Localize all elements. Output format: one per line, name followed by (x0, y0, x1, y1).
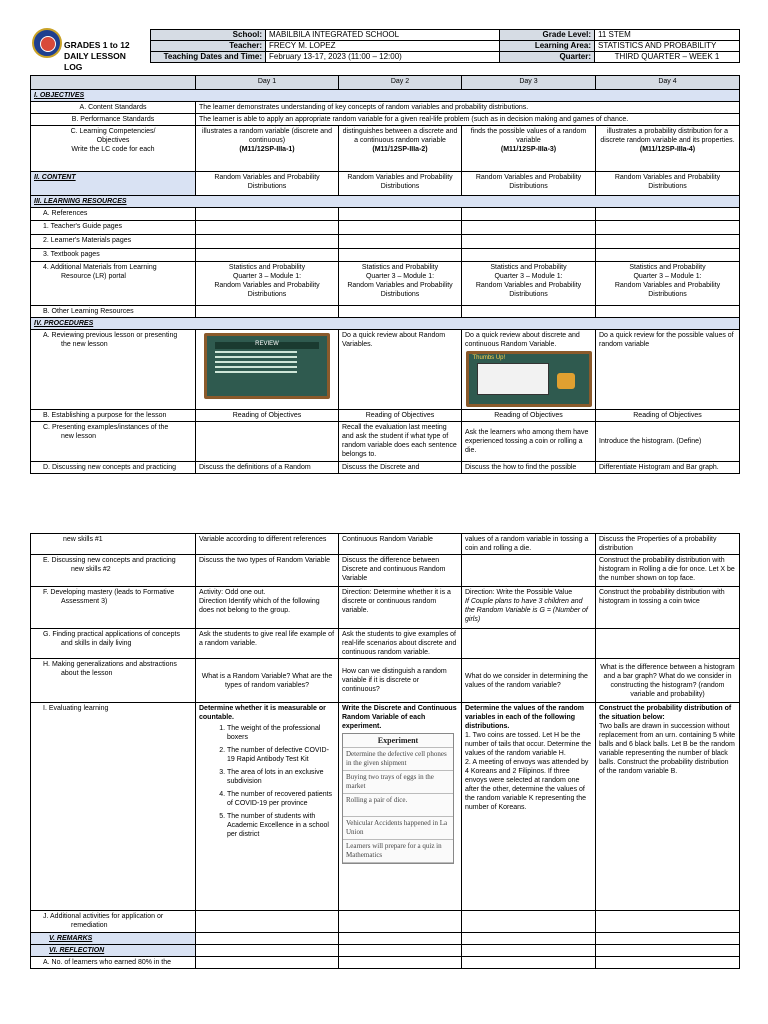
lesson-log-table-page-1 (30, 75, 740, 474)
content-day-3: Random Variables and Probability Distributions (462, 172, 596, 196)
lesson-log-table-page-2 (30, 533, 740, 969)
discussing-1-day-3-cont: values of a random variable in tossing a coin and rolling a die. (462, 534, 596, 555)
discussing-1-label-cont: new skills #1 (31, 534, 196, 555)
purpose-label: B. Establishing a purpose for the lesson (31, 410, 196, 422)
additional-materials-label: 4. Additional Materials from Learning Resource (LR) portal (31, 262, 196, 306)
materials-day-3: Statistics and Probability Quarter 3 – Module 1: Random Variables and Probability Distributions (462, 262, 596, 306)
reflection-heading: VI. REFLECTION (31, 945, 196, 957)
evaluating-label: I. Evaluating learning (31, 703, 196, 911)
evaluating-day-3: Determine the values of the random variables in each of the following distributions. 1. Two coins are tossed. Let H be the number of tails that occur. Determine the values of the random variable H. 2. A meeting of envoys was attended by 4 Koreans and 2 Filipinos. If three envoys were selected at random one after the other, determine the values of the random variable K representing the number of Koreans. (462, 703, 596, 911)
grade-label: Grade Level: (500, 30, 595, 41)
content-standards: The learner demonstrates understanding of key concepts of random variables and probability distributions. (196, 102, 740, 114)
references-label: A. References (31, 208, 196, 221)
log-title (64, 40, 144, 73)
experiment-row: Vehicular Accidents happened in La Union (343, 817, 453, 840)
discussing-1-day-4: Differentiate Histogram and Bar graph. (596, 462, 740, 474)
competency-day-1: illustrates a random variable (discrete and continuous) (M11/12SP-IIIa-1) (196, 126, 339, 172)
teacher-label: Teacher: (151, 41, 266, 52)
competencies-label: C. Learning Competencies/ Objectives Write the LC code for each (31, 126, 196, 172)
review-label: A. Reviewing previous lesson or presenting the new lesson (31, 330, 196, 410)
mastery-day-3: Direction: Write the Possible Value If Couple plans to have 3 children and the Random Variable is G = (Number of girls) (462, 587, 596, 629)
competency-day-2: distinguishes between a discrete and a continuous random variable (M11/12SP-IIIa-2) (339, 126, 462, 172)
content-day-2: Random Variables and Probability Distributions (339, 172, 462, 196)
area-label: Learning Area: (500, 41, 595, 52)
day-header-1: Day 1 (196, 76, 339, 90)
applications-day-1: Ask the students to give real life example of a random variable. (196, 629, 339, 659)
resources-heading: III. LEARNING RESOURCES (31, 196, 740, 208)
quarter-value: THIRD QUARTER – WEEK 1 (595, 52, 740, 63)
procedures-heading: IV. PROCEDURES (31, 318, 740, 330)
content-day-1: Random Variables and Probability Distributions (196, 172, 339, 196)
generalizations-day-1: What is a Random Variable? What are the types of random variables? (196, 659, 339, 703)
quarter-label: Quarter: (500, 52, 595, 63)
content-heading: II. CONTENT (31, 172, 196, 196)
day-header-2: Day 2 (339, 76, 462, 90)
discussing-1-day-2: Discuss the Discrete and (339, 462, 462, 474)
grade-value: 11 STEM (595, 30, 740, 41)
competency-day-4: illustrates a probability distribution for a discrete random variable and its properties. (M11/12SP-IIIa-4) (596, 126, 740, 172)
thumbs-up-image: Thumbs Up! (466, 351, 592, 407)
mastery-day-4: Construct the probability distribution with histogram in tossing a coin twice (596, 587, 740, 629)
content-day-4: Random Variables and Probability Distributions (596, 172, 740, 196)
discussing-1-day-1-cont: Variable according to different references (196, 534, 339, 555)
examples-day-2: Recall the evaluation last meeting and ask the student if what type of random variable does each sentence belongs to. (339, 422, 462, 462)
dates-value: February 13-17, 2023 (11:00 – 12:00) (266, 52, 500, 63)
experiment-row: Buying two trays of eggs in the market (343, 771, 453, 794)
materials-day-2: Statistics and Probability Quarter 3 – Module 1: Random Variables and Probability Distributions (339, 262, 462, 306)
purpose-day-1: Reading of Objectives (196, 410, 339, 422)
applications-day-2: Ask the students to give examples of real-life scenarios about discrete and continuous random variable. (339, 629, 462, 659)
dates-label: Teaching Dates and Time: (151, 52, 266, 63)
purpose-day-4: Reading of Objectives (596, 410, 740, 422)
deped-seal-logo (32, 28, 62, 58)
evaluating-day-2: Write the Discrete and Continuous Random Variable of each experiment. Experiment Determine the defective cell phones in the given shipment Buying two trays of eggs in the market Rolling a pair of dice. Vehicular Accidents happened in La Union Learners will prepare for a quiz in Mathematics (339, 703, 462, 911)
discussing-1-day-4-cont: Discuss the Properties of a probability distribution (596, 534, 740, 555)
school-value: MABILBILA INTEGRATED SCHOOL (266, 30, 500, 41)
purpose-day-3: Reading of Objectives (462, 410, 596, 422)
generalizations-day-2: How can we distinguish a random variable if it is discrete or continuous? (339, 659, 462, 703)
purpose-day-2: Reading of Objectives (339, 410, 462, 422)
corner-cell (31, 76, 196, 90)
experiment-row: Learners will prepare for a quiz in Mathematics (343, 840, 453, 863)
experiment-row: Determine the defective cell phones in the given shipment (343, 748, 453, 771)
objectives-heading: I. OBJECTIVES (31, 90, 740, 102)
discussing-1-label: D. Discussing new concepts and practicing (31, 462, 196, 474)
review-day-4: Do a quick review for the possible values of random variable (596, 330, 740, 410)
experiment-row: Rolling a pair of dice. (343, 794, 453, 817)
materials-day-4: Statistics and Probability Quarter 3 – Module 1: Random Variables and Probability Distributions (596, 262, 740, 306)
mastery-day-2: Direction: Determine whether it is a discrete or continuous random variable. (339, 587, 462, 629)
textbook-label: 3. Textbook pages (31, 249, 196, 262)
evaluating-day-1: Determine whether it is measurable or countable. 1. The weight of the professional boxers 2. The number of defective COVID-19 Rapid Antibody Test Kit 3. The area of lots in an exclusive subdivision 4. The number of recovered patients of COVID-19 per province 5. The number of students with Academic Excellence in a school per district (196, 703, 339, 911)
materials-day-1: Statistics and Probability Quarter 3 – Module 1: Random Variables and Probability Distributions (196, 262, 339, 306)
experiment-table-image: Experiment Determine the defective cell phones in the given shipment Buying two trays of eggs in the market Rolling a pair of dice. Vehicular Accidents happened in La Union Learners will prepare for a quiz in Mathematics (342, 733, 454, 864)
other-resources-label: B. Other Learning Resources (31, 306, 196, 318)
review-day-1 (196, 330, 339, 410)
school-label: School: (151, 30, 266, 41)
discussing-2-day-2: Discuss the difference between Discrete and continuous Random Variable (339, 555, 462, 587)
applications-label: G. Finding practical applications of concepts and skills in daily living (31, 629, 196, 659)
performance-standards-label: B. Performance Standards (31, 114, 196, 126)
learners-materials-label: 2. Learner's Materials pages (31, 235, 196, 249)
competency-day-3: finds the possible values of a random variable (M11/12SP-IIIa-3) (462, 126, 596, 172)
review-day-2: Do a quick review about Random Variables. (339, 330, 462, 410)
additional-activities-label: J. Additional activities for application or remediation (31, 911, 196, 933)
evaluating-day-4: Construct the probability distribution of the situation below: Two balls are drawn in succession without replacement from an urn. containing 5 white balls and 6 black balls. Let B be the random variable representing the number of black balls. Construct the probability distribution of the random variable B. (596, 703, 740, 911)
area-value: STATISTICS AND PROBABILITY (595, 41, 740, 52)
header-table (150, 29, 740, 63)
examples-label: C. Presenting examples/instances of the new lesson (31, 422, 196, 462)
day-header-3: Day 3 (462, 76, 596, 90)
teacher-value: FRECY M. LOPEZ (266, 41, 500, 52)
discussing-2-day-4: Construct the probability distribution with histogram in Rolling a die for once. Let X be the number shown on top face. (596, 555, 740, 587)
review-day-3: Do a quick review about discrete and continuous Random Variable. Thumbs Up! (462, 330, 596, 410)
generalizations-label: H. Making generalizations and abstractions about the lesson (31, 659, 196, 703)
evaluation-item: 3. The area of lots in an exclusive subdivision (227, 768, 335, 786)
evaluation-item: 5. The number of students with Academic Excellence in a school per district (227, 812, 335, 839)
performance-standards: The learner is able to apply an appropriate random variable for a given real-life problem (such as in decision making and games of chance. (196, 114, 740, 126)
reflection-a-label: A. No. of learners who earned 80% in the (31, 957, 196, 969)
remarks-heading: V. REMARKS (31, 933, 196, 945)
discussing-1-day-3: Discuss the how to find the possible (462, 462, 596, 474)
mastery-day-1: Activity: Odd one out. Direction Identify which of the following does not belong to the group. (196, 587, 339, 629)
discussing-1-day-2-cont: Continuous Random Variable (339, 534, 462, 555)
generalizations-day-4: What is the difference between a histogram and a bar graph? What do we consider in constructing the histogram? (random variable and probability) (596, 659, 740, 703)
review-chalkboard-image: REVIEW (204, 333, 330, 399)
discussing-2-day-1: Discuss the two types of Random Variable (196, 555, 339, 587)
evaluation-item: 1. The weight of the professional boxers (227, 724, 335, 742)
title-line-2: DAILY LESSON LOG (64, 51, 126, 72)
day-header-4: Day 4 (596, 76, 740, 90)
content-standards-label: A. Content Standards (31, 102, 196, 114)
thumbs-up-icon (557, 373, 575, 389)
teachers-guide-label: 1. Teacher's Guide pages (31, 221, 196, 235)
discussing-1-day-1: Discuss the definitions of a Random (196, 462, 339, 474)
evaluation-item: 4. The number of recovered patients of COVID-19 per province (227, 790, 335, 808)
examples-day-3: Ask the learners who among them have experienced tossing a coin or rolling a die. (462, 422, 596, 462)
evaluation-list (199, 724, 335, 839)
evaluation-item: 2. The number of defective COVID-19 Rapid Antibody Test Kit (227, 746, 335, 764)
discussing-2-label: E. Discussing new concepts and practicing new skills #2 (31, 555, 196, 587)
examples-day-4: Introduce the histogram. (Define) (596, 422, 740, 462)
title-line-1: GRADES 1 to 12 (64, 40, 130, 50)
mastery-label: F. Developing mastery (leads to Formative Assessment 3) (31, 587, 196, 629)
generalizations-day-3: What do we consider in determining the values of the random variable? (462, 659, 596, 703)
